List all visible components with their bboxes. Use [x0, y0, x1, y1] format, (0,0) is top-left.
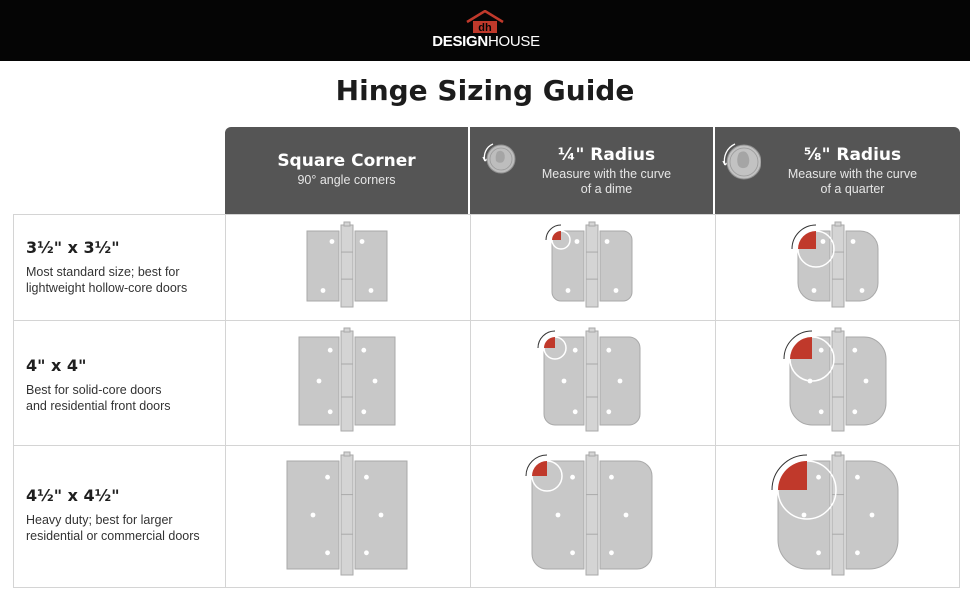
screw-hole [311, 513, 316, 518]
screw-hole [864, 379, 869, 384]
screw-hole [321, 288, 326, 293]
hinge-knuckle [586, 225, 598, 307]
hinge-knuckle [341, 331, 353, 431]
screw-hole [360, 239, 365, 244]
screw-hole [855, 475, 860, 480]
screw-hole [802, 513, 807, 518]
size-description: lightweight hollow-core doors [26, 281, 188, 295]
hinge-knuckle [341, 455, 353, 575]
screw-hole [609, 550, 614, 555]
screw-hole [570, 475, 575, 480]
quarter-inch-radius-hinge [520, 451, 664, 577]
column-title: ⁵⁄₈" Radius [803, 145, 902, 165]
screw-hole [562, 379, 567, 384]
screw-hole [609, 475, 614, 480]
column-divider [225, 215, 226, 587]
column-title: ¼" Radius [557, 145, 656, 165]
screw-hole [361, 348, 366, 353]
screw-hole [852, 348, 857, 353]
hinge-knuckle [586, 331, 598, 431]
screw-hole [819, 348, 824, 353]
column-subtitle: 90° angle corners [297, 173, 396, 187]
screw-hole [364, 550, 369, 555]
screw-hole [816, 475, 821, 480]
column-title: Square Corner [277, 151, 416, 171]
screw-hole [851, 239, 856, 244]
screw-hole [325, 475, 330, 480]
column-header-square-corner [225, 127, 468, 214]
house-logo-icon [465, 10, 505, 34]
screw-hole [812, 288, 817, 293]
size-description: and residential front doors [26, 399, 171, 413]
five-eighths-radius-hinge [766, 451, 910, 577]
column-header-five-eighths-radius [715, 127, 960, 214]
logo-word-house: HOUSE [487, 33, 540, 50]
screw-hole [852, 409, 857, 414]
size-description: Heavy duty; best for larger [26, 513, 173, 527]
screw-hole [573, 348, 578, 353]
subtitle-line: of a quarter [820, 182, 885, 196]
designhouse-logo[interactable] [430, 10, 542, 54]
row-label-4-inch [26, 356, 171, 414]
screw-hole [328, 348, 333, 353]
page-title: Hinge Sizing Guide [335, 74, 635, 107]
screw-hole [573, 409, 578, 414]
screw-hole [328, 409, 333, 414]
column-subtitle [715, 167, 960, 197]
column-divider [470, 215, 471, 587]
size-title: 3½" x 3½" [26, 238, 120, 257]
screw-hole [566, 288, 571, 293]
screw-hole [606, 409, 611, 414]
size-description: Most standard size; best for [26, 265, 180, 279]
row-divider [14, 320, 959, 321]
screw-hole [870, 513, 875, 518]
screw-hole [325, 550, 330, 555]
size-description: residential or commercial doors [26, 529, 200, 543]
screw-hole [364, 475, 369, 480]
square-corner-hinge [295, 221, 399, 309]
screw-hole [570, 550, 575, 555]
screw-hole [373, 379, 378, 384]
quarter-inch-radius-hinge [540, 221, 644, 309]
quarter-inch-radius-hinge [532, 327, 652, 433]
hinge-knuckle [341, 225, 353, 307]
screw-hole [618, 379, 623, 384]
subtitle-line: Measure with the curve [787, 167, 918, 181]
screw-hole [361, 409, 366, 414]
five-eighths-radius-hinge [786, 221, 890, 309]
screw-hole [556, 513, 561, 518]
screw-hole [605, 239, 610, 244]
logo-wordmark [430, 33, 542, 50]
square-corner-hinge [287, 327, 407, 433]
brand-bar [0, 0, 970, 61]
logo-word-design: DESIGN [432, 33, 488, 50]
size-description: Best for solid-core doors [26, 383, 162, 397]
hinge-knuckle [586, 455, 598, 575]
square-corner-hinge [275, 451, 419, 577]
five-eighths-radius-hinge [778, 327, 898, 433]
screw-hole [379, 513, 384, 518]
screw-hole [819, 409, 824, 414]
column-subtitle [470, 167, 713, 197]
screw-hole [606, 348, 611, 353]
screw-hole [614, 288, 619, 293]
screw-hole [855, 550, 860, 555]
row-divider [14, 445, 959, 446]
size-title: 4½" x 4½" [26, 486, 120, 505]
screw-hole [860, 288, 865, 293]
row-label-4-5-inch [26, 486, 200, 544]
column-divider [715, 215, 716, 587]
screw-hole [821, 239, 826, 244]
column-header-quarter-inch-radius [470, 127, 713, 214]
row-label-3-5-inch [26, 238, 187, 296]
screw-hole [330, 239, 335, 244]
screw-hole [624, 513, 629, 518]
size-title: 4" x 4" [26, 356, 87, 375]
logo-mark-text: dh [478, 22, 492, 34]
screw-hole [369, 288, 374, 293]
subtitle-line: Measure with the curve [541, 167, 672, 181]
subtitle-line: of a dime [580, 182, 633, 196]
screw-hole [317, 379, 322, 384]
screw-hole [575, 239, 580, 244]
hinge-knuckle [832, 455, 844, 575]
screw-hole [816, 550, 821, 555]
hinge-knuckle [832, 225, 844, 307]
hinge-knuckle [832, 331, 844, 431]
